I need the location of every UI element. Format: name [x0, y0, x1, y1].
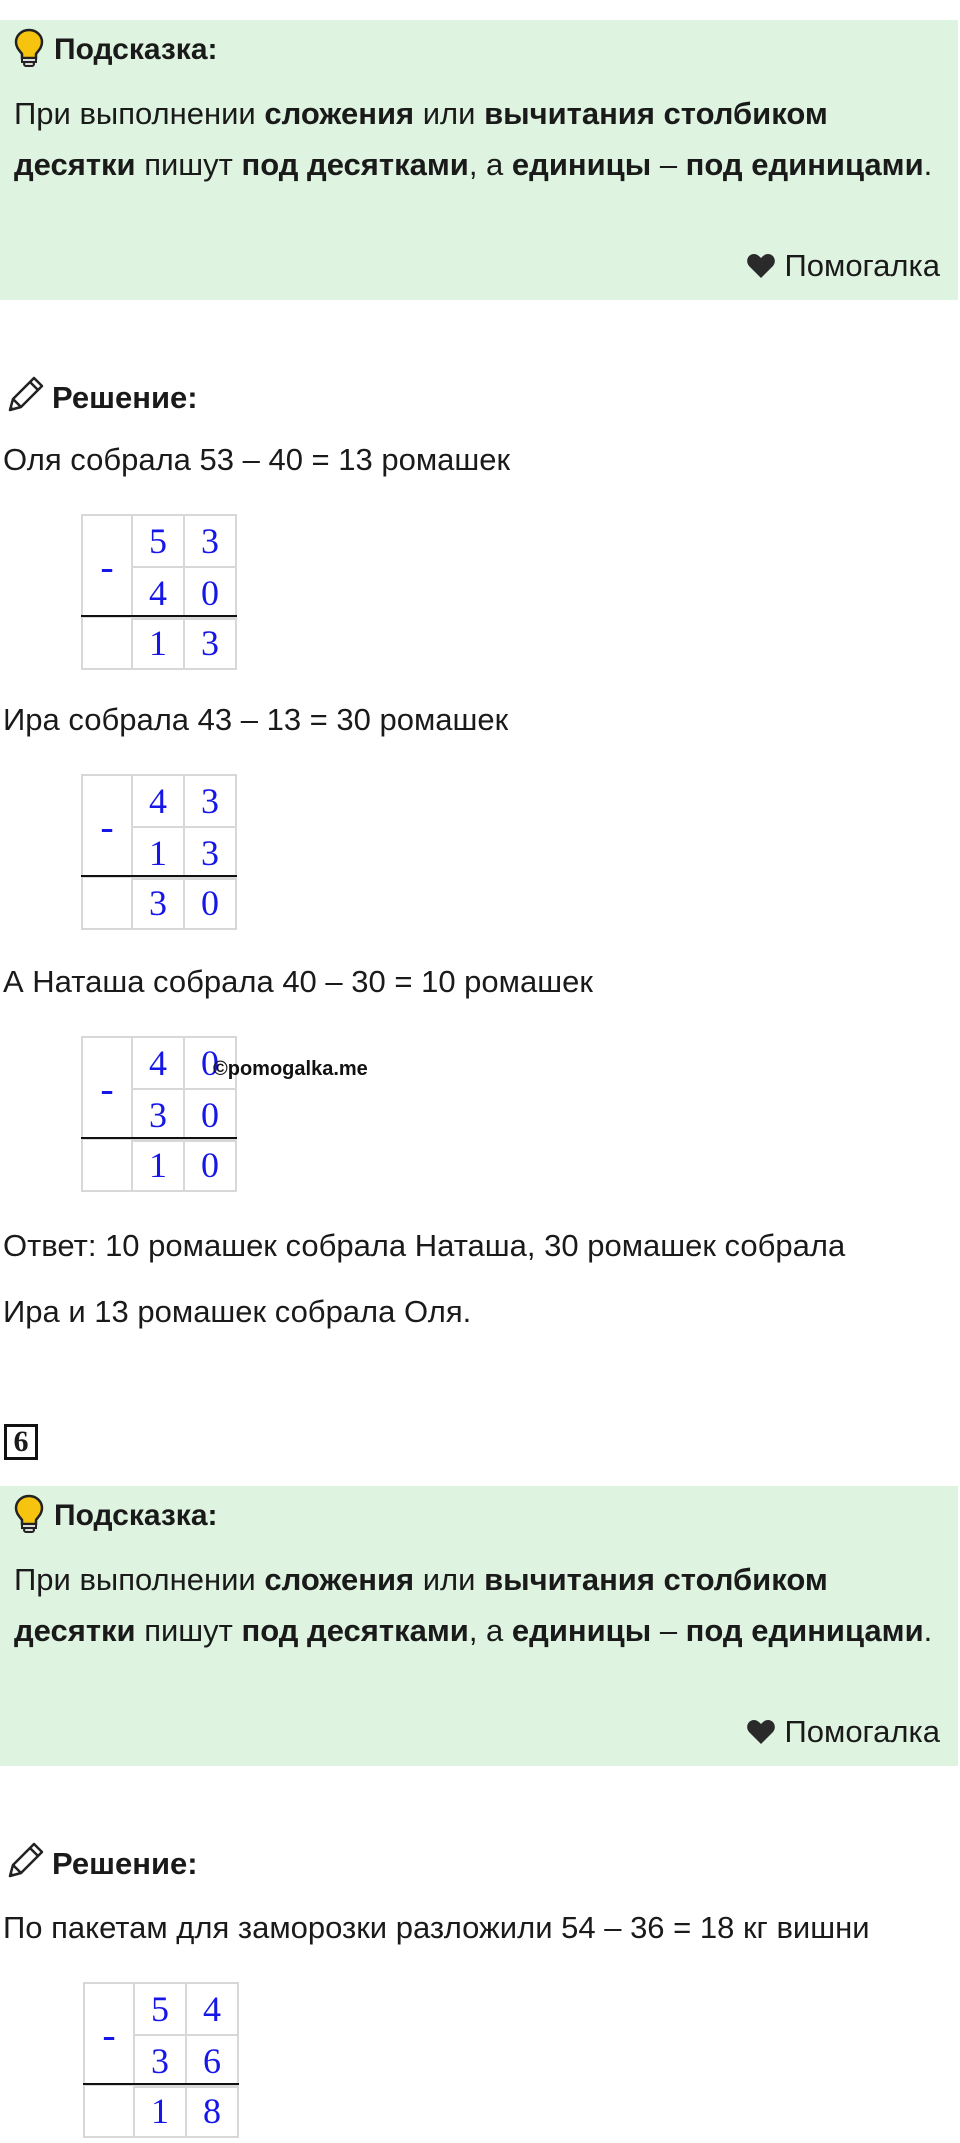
result-digit: 8 — [185, 2084, 239, 2138]
lightbulb-icon — [10, 27, 48, 74]
minus-sign: - — [81, 774, 133, 878]
column-subtraction — [81, 774, 237, 930]
answer-line: Ответ: 10 ромашек собрала Наташа, 30 ромашек собрала — [3, 1228, 846, 1263]
empty-cell — [81, 616, 133, 670]
pencil-icon — [4, 1840, 46, 1887]
brand-label: Помогалка — [784, 248, 940, 283]
result-line — [81, 1137, 237, 1139]
hint-title: Подсказка: — [54, 1499, 218, 1532]
result-line — [81, 875, 237, 877]
solution-line: По пакетам для заморозки разложили 54 – 36 = 18 кг вишни — [3, 1910, 870, 1945]
hint-text-bold: под десятками — [241, 147, 469, 182]
hint-title: Подсказка: — [54, 33, 218, 66]
heart-icon — [746, 1718, 776, 1746]
hint-text-bold: вычитания столбиком — [484, 1562, 828, 1597]
hint-text-part: При выполнении — [14, 96, 265, 131]
hint-text-bold: под десятками — [241, 1613, 469, 1648]
answer-line: Ира и 13 ромашек собрала Оля. — [3, 1294, 472, 1329]
minus-sign: - — [81, 514, 133, 618]
hint-text-bold: под единицами — [685, 1613, 924, 1648]
digit: 0 — [183, 1088, 237, 1142]
digit: 4 — [131, 566, 185, 620]
result-digit: 1 — [131, 1138, 185, 1192]
hint-text-bold: единицы — [511, 147, 652, 182]
brand-link[interactable] — [746, 248, 940, 284]
column-subtraction — [83, 1982, 239, 2138]
digit: 5 — [131, 514, 185, 568]
hint-text-bold: сложения — [264, 1562, 415, 1597]
hint-text-part: – — [651, 1613, 686, 1648]
hint-text-bold: сложения — [264, 96, 415, 131]
pencil-icon — [4, 374, 46, 421]
result-digit: 0 — [183, 1138, 237, 1192]
hint-text-part: , а — [468, 1613, 512, 1648]
column-subtraction — [81, 514, 237, 670]
hint-text-part: , а — [468, 147, 512, 182]
hint-text — [14, 1554, 938, 1656]
hint-text-part: . — [923, 1613, 933, 1648]
result-digit: 3 — [183, 616, 237, 670]
hint-header — [10, 28, 218, 72]
hint-text-bold: под единицами — [685, 147, 924, 182]
solution-header — [4, 1840, 198, 1887]
digit: 0 — [183, 1036, 237, 1090]
watermark: ©pomogalka.me — [213, 1058, 368, 1080]
digit: 3 — [131, 1088, 185, 1142]
task-number: 6 — [4, 1424, 38, 1460]
minus-sign: - — [83, 1982, 135, 2086]
digit: 6 — [185, 2034, 239, 2088]
result-digit: 3 — [131, 876, 185, 930]
digit: 3 — [133, 2034, 187, 2088]
solution-line: Ира собрала 43 – 13 = 30 ромашек — [3, 702, 509, 737]
hint-text-part: пишут — [135, 1613, 242, 1648]
hint-text-bold: десятки — [14, 147, 136, 182]
digit: 5 — [133, 1982, 187, 2036]
digit: 1 — [131, 826, 185, 880]
lightbulb-icon — [10, 1493, 48, 1540]
empty-cell — [81, 1138, 133, 1192]
solution-header — [4, 374, 198, 421]
result-digit: 1 — [133, 2084, 187, 2138]
hint-text — [14, 88, 938, 190]
result-digit: 1 — [131, 616, 185, 670]
solution-title: Решение: — [52, 379, 198, 415]
hint-text-part: – — [651, 147, 686, 182]
hint-text-bold: десятки — [14, 1613, 136, 1648]
digit: 3 — [183, 774, 237, 828]
hint-text-bold: вычитания столбиком — [484, 96, 828, 131]
hint-text-part: При выполнении — [14, 1562, 265, 1597]
digit: 4 — [131, 774, 185, 828]
digit: 4 — [131, 1036, 185, 1090]
hint-box — [0, 1486, 958, 1766]
result-digit: 0 — [183, 876, 237, 930]
brand-link[interactable] — [746, 1714, 940, 1750]
hint-header — [10, 1494, 218, 1538]
hint-box — [0, 20, 958, 300]
digit: 3 — [183, 826, 237, 880]
hint-text-part: или — [414, 96, 485, 131]
empty-cell — [83, 2084, 135, 2138]
solution-line: А Наташа собрала 40 – 30 = 10 ромашек — [3, 964, 593, 999]
empty-cell — [81, 876, 133, 930]
brand-label: Помогалка — [784, 1714, 940, 1749]
hint-text-part: или — [414, 1562, 485, 1597]
digit: 3 — [183, 514, 237, 568]
digit: 4 — [185, 1982, 239, 2036]
solution-title: Решение: — [52, 1845, 198, 1881]
digit: 0 — [183, 566, 237, 620]
hint-text-part: . — [923, 147, 933, 182]
heart-icon — [746, 252, 776, 280]
hint-text-part: пишут — [135, 147, 242, 182]
solution-line: Оля собрала 53 – 40 = 13 ромашек — [3, 442, 511, 477]
result-line — [81, 615, 237, 617]
result-line — [83, 2083, 239, 2085]
minus-sign: - — [81, 1036, 133, 1140]
hint-text-bold: единицы — [511, 1613, 652, 1648]
